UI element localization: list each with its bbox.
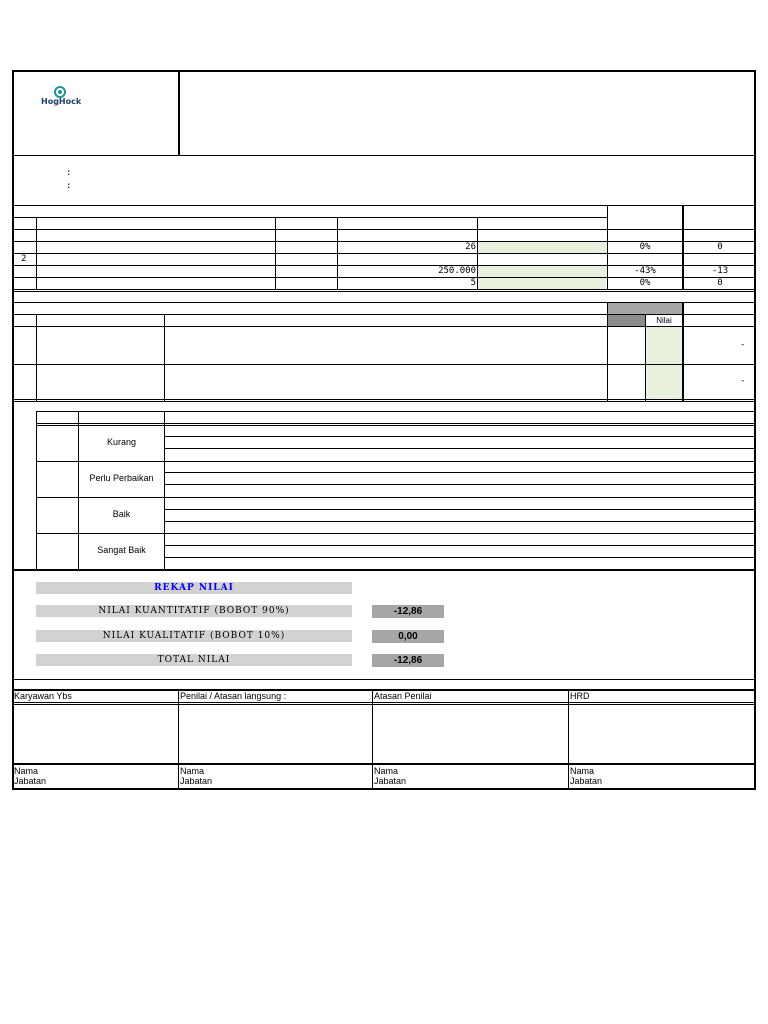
signature-role-atasan-penilai: Atasan Penilai (374, 691, 432, 701)
score-value-2: -13 (711, 266, 729, 276)
scale-label-baik: Baik (112, 509, 131, 519)
signature-role-hrd: HRD (570, 691, 590, 701)
percent-value-1: 0% (639, 242, 651, 252)
scale-label-sangat-baik: Sangat Baik (97, 545, 146, 555)
logo-text: HogHock (41, 97, 82, 106)
nilai-cell-2 (646, 365, 682, 399)
signature-role-penilai: Penilai / Atasan langsung : (180, 691, 287, 701)
row-number-2: 2 (21, 254, 27, 264)
info-colon-1: : (66, 168, 72, 178)
signature-jabatan-3: Jabatan (374, 776, 407, 786)
signature-nama-1: Nama (14, 766, 39, 776)
scale-label-kurang: Kurang (106, 437, 137, 447)
percent-value-3: 0% (639, 278, 651, 288)
signature-jabatan-1: Jabatan (14, 776, 47, 786)
nilai-kuantitatif-value: -12,86 (372, 605, 444, 618)
actual-value-1: 26 (465, 242, 476, 252)
nilai-kualitatif-value: 0,00 (372, 630, 444, 643)
signature-role-karyawan: Karyawan Ybs (14, 691, 72, 701)
scale-label-perlu-perbaikan: Perlu Perbaikan (89, 473, 154, 483)
qualitative-score-1: - (740, 340, 746, 350)
percent-value-2: -43% (634, 266, 656, 276)
qualitative-score-2: - (740, 376, 746, 386)
nilai-kualitatif-label: NILAI KUALITATIF (BOBOT 10%) (36, 630, 352, 642)
signature-nama-3: Nama (374, 766, 399, 776)
total-nilai-label: TOTAL NILAI (36, 654, 352, 666)
actual-cell-3 (478, 278, 606, 289)
qualitative-header-grey-left (608, 315, 645, 326)
nilai-kuantitatif-label: NILAI KUANTITATIF (BOBOT 90%) (36, 605, 352, 617)
nilai-cell-1 (646, 327, 682, 364)
signature-nama-2: Nama (180, 766, 205, 776)
actual-value-2: 250.000 (438, 266, 476, 276)
signature-nama-4: Nama (570, 766, 595, 776)
info-colon-2: : (66, 181, 72, 191)
company-logo (38, 85, 88, 111)
score-value-3: 0 (717, 278, 723, 288)
rekap-title: REKAP NILAI (36, 582, 352, 594)
nilai-header: Nilai (656, 316, 672, 325)
score-value-1: 0 (717, 242, 723, 252)
signature-jabatan-4: Jabatan (570, 776, 603, 786)
total-nilai-value: -12,86 (372, 654, 444, 667)
actual-value-3: 5 (470, 278, 476, 288)
signature-jabatan-2: Jabatan (180, 776, 213, 786)
